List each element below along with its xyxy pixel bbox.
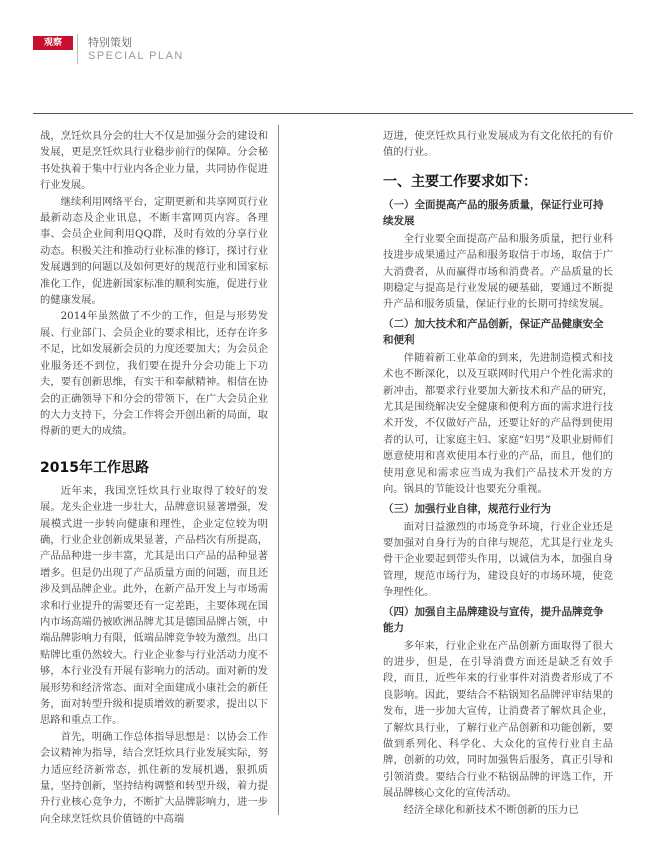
subsection-heading: （四）加强自主品牌建设与宣传，提升品牌竞争能力 [383, 605, 604, 634]
section-title-cn: 特别策划 [88, 36, 132, 49]
paragraph: 经济全球化和新技术不断创新的压力已 [403, 803, 579, 816]
section-heading: 2015年工作思路 [40, 459, 149, 476]
paragraph: 伴随着新工业革命的到来，先进制造模式和技术也不断深化，以及互联网时代用户个性化需求的新冲击，都要求行业要加大新技术和产品的研究，尤其是围绕解决安全健康和便利方面的需求进行技术开发，不仅做好产品，还要让好的产品得到使用者的认可，让家庭主妇、家庭“妇男”及职业厨师们愿意使用和喜欢使用本行业的产品，而且，他们的使用意见和需求应当成为我们产品技术开发的方向。锅具的节能设计也要充分重视。 [383, 351, 613, 496]
subsection-heading: （一）全面提高产品的服务质量，保证行业可持续发展 [383, 198, 604, 227]
paragraph: 战，烹饪炊具分会的壮大不仅是加强分会的建设和发展，更是烹饪炊具行业稳步前行的保障。分会秘书处执着于集中行业内各企业力量，共同协作促进行业发展。 [40, 130, 268, 192]
paragraph: 继续利用网络平台，定期更新和共享网页行业最新动态及企业讯息，不断丰富网页内容。各理事、会员企业间利用QQ群，及时有效的分享行业动态。积极关注和推动行业标准的修订，探讨行业发展遇到的问题以及如何更好的规范行业和国家标准化工作，促进新国家标准的顺利实施，促进行业的健康发展。 [40, 195, 268, 307]
paragraph: 全行业要全面提高产品和服务质量，把行业科技进步成果通过产品和服务取信于市场，取信于广大消费者，从而赢得市场和消费者。产品质量的长期稳定与提高是行业发展的硬基础，要通过不断提升产品和服务质量，保证行业的长期可持续发展。 [383, 232, 613, 311]
paragraph: 2014年虽然做了不少的工作，但是与形势发展、行业部门、会员企业的要求相比，还存在许多不足，比如发展新会员的力度还要加大；为会员企业服务还不到位，我们要在提升分会功能上下功夫，要有创新思维，有实干和奉献精神。相信在协会的正确领导下和分会的带领下，在广大会员企业的大力支持下，分会工作将会开创出新的局面，取得新的更大的成绩。 [40, 310, 268, 438]
left-column [40, 128, 268, 827]
section-heading: 一、主要工作要求如下： [383, 173, 537, 190]
right-column [383, 128, 613, 818]
subsection-heading: （三）加强行业自律，规范行业行为 [383, 502, 551, 515]
subsection-heading: （二）加大技术和产品创新，保证产品健康安全和便利 [383, 317, 604, 346]
column-divider [278, 125, 279, 815]
header-rule [33, 113, 633, 114]
section-title-en: SPECIAL PLAN [88, 50, 184, 62]
paragraph: 首先，明确工作总体指导思想是：以协会工作会议精神为指导，结合烹饪炊具行业发展实际，努力适应经济新常态，抓住新的发展机遇，狠抓质量，坚持创新，坚持结构调整和转型升级，着力提升行业核心竞争力，不断扩大品牌影响力，进一步向全球烹饪炊具价值链的中高端 [40, 730, 268, 825]
page-header [0, 0, 645, 120]
header-divider [77, 34, 78, 64]
paragraph: 近年来，我国烹饪炊具行业取得了较好的发展。龙头企业进一步壮大，品牌意识显著增强，发展模式进一步转向健康和理性，企业定位较为明确，行业企业创新成果显著，产品档次有所提高，产品品种进一步丰富，尤其是出口产品的品种显著增多。但是仍出现了产品质量方面的问题，而且还涉及到品牌企业。此外，在新产品开发上与市场需求和行业提升的需要还有一定差距，主要体现在国内市场高端仍被欧洲品牌尤其是德国品牌占领，中端品牌影响力有限，低端品牌竞争较为激烈。出口贴牌比重仍然较大。行业企业参与行业活动力度不够，本行业没有开展有影响力的活动。面对新的发展形势和经济常态、面对全面建成小康社会的新任务，面对转型升级和提质增效的新要求，提出以下思路和重点工作。 [40, 484, 268, 727]
paragraph: 迈进，使烹饪炊具行业发展成为有文化依托的有价值的行业。 [383, 130, 613, 159]
section-tag: 观察 [33, 36, 73, 50]
paragraph: 面对日益激烈的市场竞争环境，行业企业还是要加强对自身行为的自律与规范，尤其是行业龙头骨干企业要起到带头作用，以诚信为本，加强自身管理，规范市场行为，建设良好的市场环境，使竞争理性化。 [383, 520, 613, 599]
paragraph: 多年来，行业企业在产品创新方面取得了很大的进步，但是，在引导消费方面还是缺乏有效手段，而且，近些年来的行业事件对消费者形成了不良影响。因此，要结合不粘锅知名品牌评审结果的发布，进一步加大宣传，让消费者了解炊具企业，了解炊具行业，了解行业产品创新和功能创新，要做到系列化、科学化、大众化的宣传行业自主品牌，创新的功效，同时加强售后服务，真正引导和引领消费。要结合行业不粘锅品牌的评选工作，开展品牌核心文化的宣传活动。 [383, 639, 613, 800]
